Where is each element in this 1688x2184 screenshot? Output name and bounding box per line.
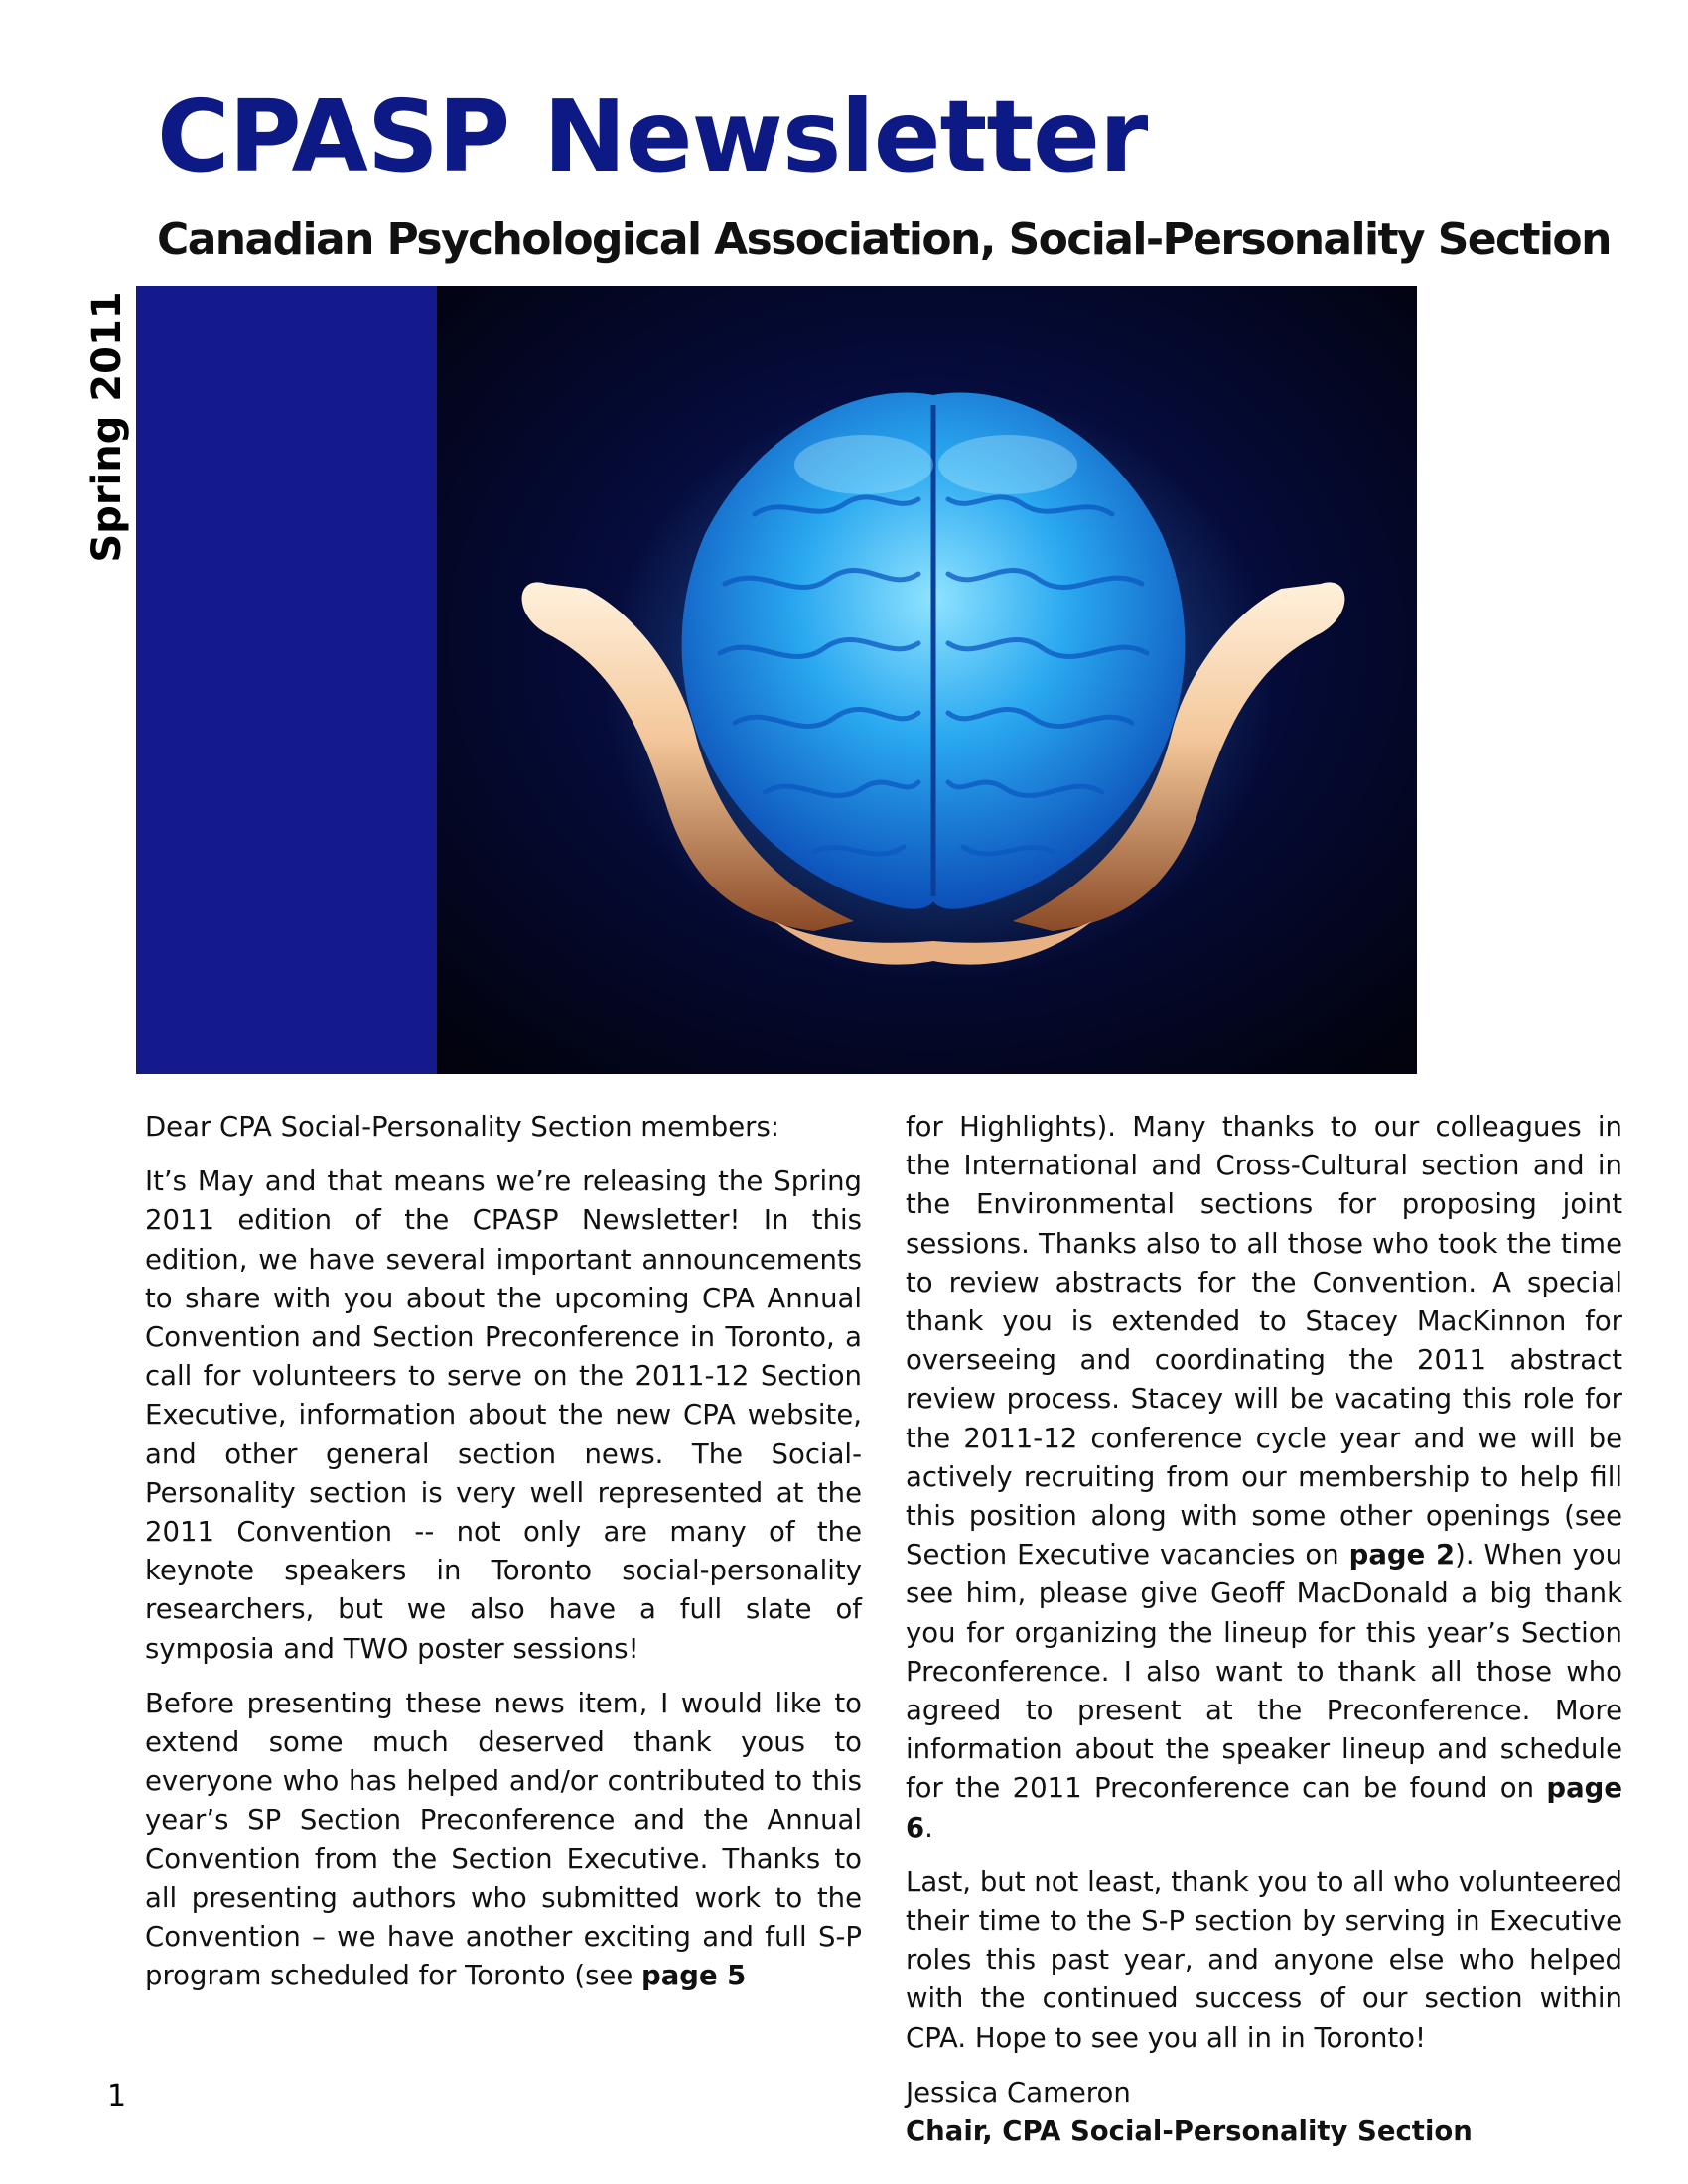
signature-name: Jessica Cameron xyxy=(906,2076,1131,2109)
letter-paragraph-2-text: . xyxy=(924,1811,933,1843)
letter-paragraph-2-text: ). When you see him, please give Geoff MacDonald a big thank you for organizing the lineup for this year’s Section Preconference. I also want to thank all those who agreed to present at the Preconference. More information about the speaker lineup and schedule for the 2011 Preconference can be found on xyxy=(906,1539,1622,1805)
letter-paragraph-2-continued xyxy=(906,1108,1622,1847)
letter-paragraph-2 xyxy=(145,1685,862,1996)
letter-column-right xyxy=(906,1108,1622,2167)
letter-column-left xyxy=(145,1108,862,2011)
issue-season xyxy=(77,291,137,563)
letter-paragraph-2-text: Before presenting these news item, I would like to extend some much deserved thank yous to everyone who has helped and/or contributed to this year’s SP Section Preconference and the Annual Convention from the Section Executive. Thanks to all presenting authors who submitted work to the Convention – we have another exciting and full S-P program scheduled for Toronto (see xyxy=(145,1687,862,1992)
newsletter-title: CPASP Newsletter xyxy=(157,78,1148,195)
signature-block xyxy=(906,2074,1622,2151)
page-6-reference: page 6 xyxy=(906,1772,1622,1843)
signature-title: Chair, CPA Social-Personality Section xyxy=(906,2116,1473,2148)
letter-paragraph-2-text: for Highlights). Many thanks to our colleagues in the International and Cross-Cultural section and in the Environmental sections for proposing joint sessions. Thanks also to all those who took the time to review abstracts for the Convention. A special thank you is extended to Stacey MacKinnon for overseeing and coordinating the 2011 abstract review process. Stacey will be vacating this role for the 2011-12 conference cycle year and we will be actively recruiting from our membership to help fill this position along with some other openings (see Section Executive vacancies on xyxy=(906,1111,1622,1571)
issue-season-label: Spring 2011 xyxy=(84,291,130,563)
page-5-reference: page 5 xyxy=(641,1960,747,1992)
letter-paragraph-1: It’s May and that means we’re releasing the Spring 2011 edition of the CPASP Newsletter! In this edition, we have several important announcements to share with you about the upcoming CPA Annual Convention and Section Preconference in Toronto, a call for volunteers to serve on the 2011-12 Section Executive, information about the new CPA website, and other general section news. The Social-Personality section is very well represented at the 2011 Convention -- not only are many of the keynote speakers in Toronto social-personality researchers, but we also have a full slate of symposia and TWO poster sessions! xyxy=(145,1165,862,1665)
newsletter-subtitle: Canadian Psychological Association, Social-Personality Section xyxy=(157,214,1611,265)
letter-greeting: Dear CPA Social-Personality Section members: xyxy=(145,1111,780,1143)
page-number: 1 xyxy=(107,2079,127,2114)
brain-in-hands-icon xyxy=(437,286,1417,1074)
page-2-reference: page 2 xyxy=(1348,1539,1456,1571)
letter-paragraph-3: Last, but not least, thank you to all who volunteered their time to the S-P section by serving in Executive roles this past year, and anyone else who helped with the continued success of our section within CPA. Hope to see you all in in Toronto! xyxy=(906,1865,1622,2054)
